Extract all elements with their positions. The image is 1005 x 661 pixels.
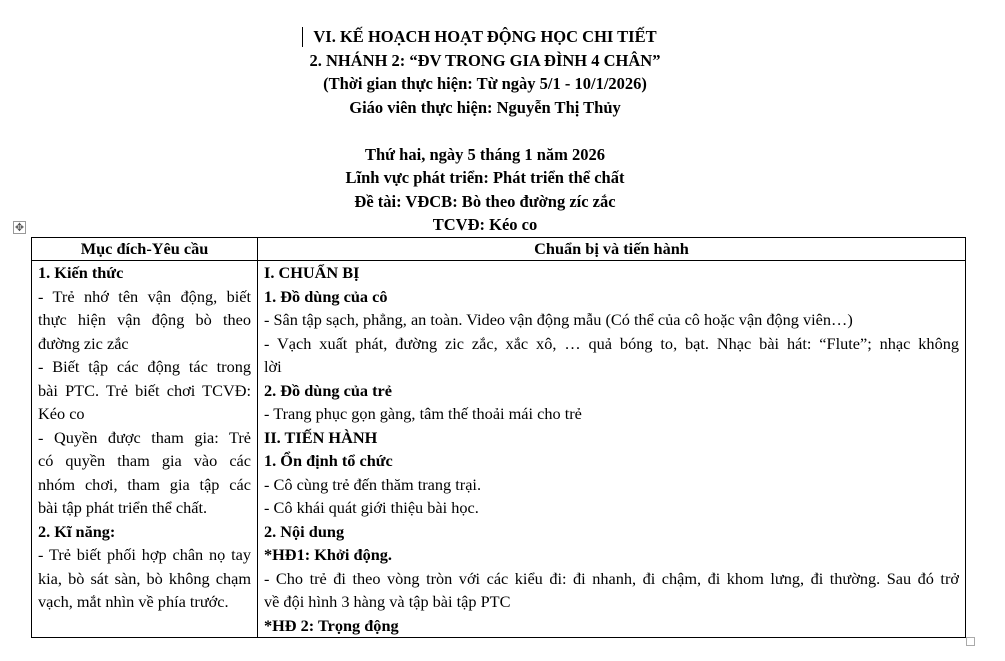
text-line: vạch, mắt nhìn về phía trước. [38,592,229,611]
text-line: - Cô cùng trẻ đến thăm trang trại. [264,474,482,494]
text-line: - Trang phục gọn gàng, tâm thế thoải mái cho trẻ [264,404,582,423]
document-heading [0,25,970,237]
header-preparation: Chuẩn bị và tiến hành [258,238,966,261]
heading-knowledge: 1. Kiến thức [38,263,124,282]
table-resize-handle[interactable] [966,637,975,646]
preparation-cell[interactable] [258,261,966,638]
objectives-cell[interactable] [32,261,258,638]
text-line: về đội hình 3 hàng và tập bài tập PTC [264,592,511,611]
text-line: Kéo co [38,404,85,423]
time-range: (Thời gian thực hiện: Từ ngày 5/1 - 10/1/2026) [323,74,647,93]
development-area: Lĩnh vực phát triển: Phát triển thể chất [345,168,625,187]
heading-warmup: *HĐ1: Khởi động. [264,545,392,564]
text-line: kia, bò sát sàn, bò không chạm [38,568,251,588]
section-title: VI. KẾ HOẠCH HOẠT ĐỘNG HỌC CHI TIẾT [313,27,657,46]
heading-child-materials: 2. Đồ dùng của trẻ [264,380,392,400]
text-line: có quyền tham gia vào các [38,451,251,470]
lesson-date: Thứ hai, ngày 5 tháng 1 năm 2026 [364,144,606,164]
blank-line [0,119,970,143]
heading-preparation: I. CHUẨN BỊ [264,263,360,282]
text-line: - Cô khái quát giới thiệu bài học. [264,498,479,517]
text-line: lời [264,357,282,376]
text-line: - Trẻ biết phối hợp chân nọ tay [38,545,251,564]
text-line: bài tập phát triển thể chất. [38,498,208,517]
lesson-plan-table [31,237,966,638]
text-line: - Biết tập các động tác trong [38,357,251,376]
text-line: - Sân tập sạch, phẳng, an toàn. Video vận động mẫu (Có thể của cô hoặc vận động viên…) [264,310,853,329]
heading-procedure: II. TIẾN HÀNH [264,427,378,447]
heading-main-activity: *HĐ 2: Trọng động [264,615,399,635]
heading-content: 2. Nội dung [264,521,345,541]
heading-skills: 2. Kĩ năng: [38,521,116,541]
table-move-handle-icon[interactable]: ✥ [14,221,25,234]
text-line: bài PTC. Trẻ biết chơi TCVĐ: [38,380,251,400]
text-line: - Quyền được tham gia: Trẻ [38,427,251,447]
heading-teacher-materials: 1. Đồ dùng của cô [264,286,388,306]
heading-organization: 1. Ổn định tổ chức [264,451,393,470]
branch-title: 2. NHÁNH 2: “ĐV TRONG GIA ĐÌNH 4 CHÂN” [309,50,661,70]
text-line: nhóm chơi, tham gia tập các [38,474,251,494]
game-title: TCVĐ: Kéo co [432,215,538,234]
text-line: - Trẻ nhớ tên vận động, biết [38,286,251,306]
teacher-name: Giáo viên thực hiện: Nguyễn Thị Thủy [349,97,621,117]
text-line: - Cho trẻ đi theo vòng tròn với các kiểu đi: đi nhanh, đi chậm, đi khom lưng, đi thường. Sau đó trở [264,568,959,588]
text-line: thực hiện vận động bò theo [38,310,251,329]
lesson-topic: Đề tài: VĐCB: Bò theo đường zíc zắc [354,191,616,211]
text-line: - Vạch xuất phát, đường zic zắc, xắc xô, … quả bóng to, bạt. Nhạc bài hát: “Flute”; nhạc không [264,333,959,353]
header-objectives: Mục đích-Yêu cầu [32,238,258,261]
text-line: đường zic zắc [38,333,129,353]
